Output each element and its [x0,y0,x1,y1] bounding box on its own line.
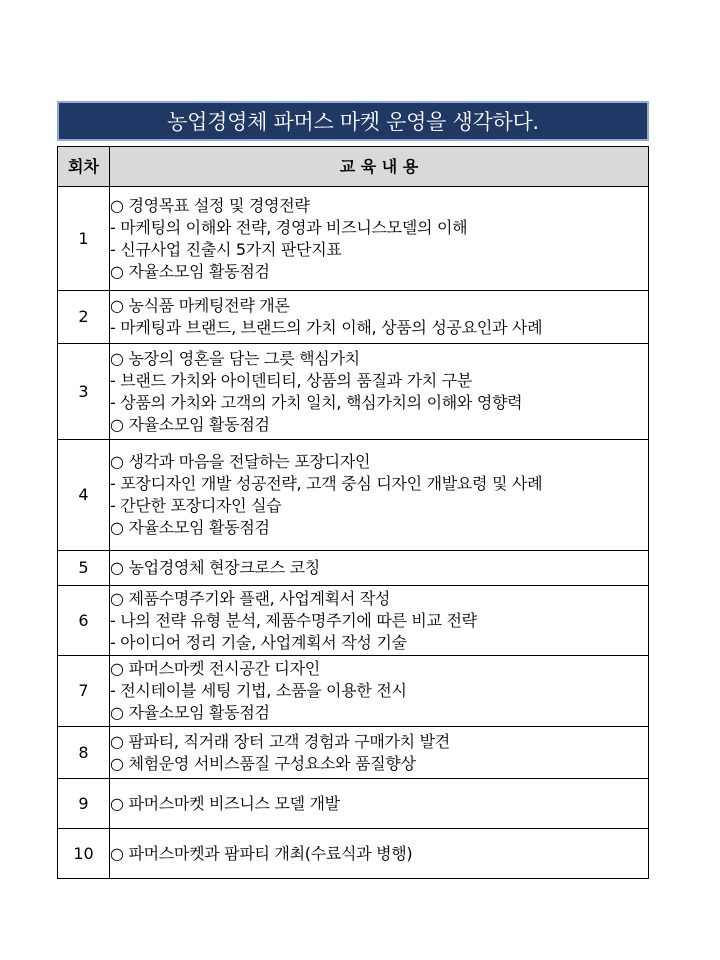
session-content [110,727,649,779]
content-line: ○ 파머스마켓과 팜파티 개최(수료식과 병행) [110,843,413,863]
page-title-bar [57,101,649,141]
session-number: 6 [58,586,110,656]
header-session: 회차 [58,147,110,187]
table-row [58,829,649,879]
content-line: ○ 팜파티, 직거래 장터 고객 경험과 구매가치 발견 [110,731,450,751]
content-line: - 신규사업 진출시 5가지 판단지표 [110,239,342,259]
session-content [110,551,649,586]
table-row [58,344,649,440]
content-line: ○ 생각과 마음을 전달하는 포장디자인 [110,452,371,471]
content-line: ○ 농식품 마케팅전략 개론 [110,296,290,315]
content-line: - 간단한 포장디자인 실습 [110,496,282,515]
content-line: - 나의 전략 유형 분석, 제품수명주기에 따른 비교 전략 [110,610,477,630]
content-line: ○ 제품수명주기와 플랜, 사업계획서 작성 [110,588,391,608]
header-content: 교 육 내 용 [110,147,649,187]
content-line: ○ 체험운영 서비스품질 구성요소와 품질향상 [110,753,416,773]
table-row [58,440,649,551]
session-number: 9 [58,779,110,829]
session-content [110,291,649,344]
session-content [110,656,649,727]
content-line: - 포장디자인 개발 성공전략, 고객 중심 디자인 개발요령 및 사례 [110,474,543,493]
session-number: 2 [58,291,110,344]
table-row [58,291,649,344]
page-title: 농업경영체 파머스 마켓 운영을 생각하다. [167,110,539,134]
content-line: ○ 농업경영체 현장크로스 코칭 [110,558,320,577]
content-line: - 브랜드 가치와 아이덴티티, 상품의 품질과 가치 구분 [110,370,473,390]
session-content [110,344,649,440]
table-body [58,187,649,879]
table-row [58,586,649,656]
table-header-row [58,147,649,187]
session-number: 7 [58,656,110,727]
session-number: 8 [58,727,110,779]
content-line: - 상품의 가치와 고객의 가치 일치, 핵심가치의 이해와 영향력 [110,392,523,412]
session-number: 4 [58,440,110,551]
content-line: ○ 파머스마켓 전시공간 디자인 [110,659,320,678]
session-number: 3 [58,344,110,440]
session-content [110,779,649,829]
content-line: - 마케팅의 이해와 전략, 경영과 비즈니스모델의 이해 [110,217,468,237]
session-number: 1 [58,187,110,291]
table-row [58,187,649,291]
content-line: ○ 자율소모임 활동점검 [110,261,270,281]
session-content [110,829,649,879]
content-line: - 전시테이블 세팅 기법, 소품을 이용한 전시 [110,681,407,700]
content-line: ○ 경영목표 설정 및 경영전략 [110,195,310,215]
session-content [110,187,649,291]
table-row [58,779,649,829]
content-line: ○ 파머스마켓 비즈니스 모델 개발 [110,793,340,813]
content-line: ○ 자율소모임 활동점검 [110,703,270,722]
table-row [58,727,649,779]
content-line: ○ 자율소모임 활동점검 [110,518,270,537]
session-content [110,440,649,551]
session-number: 5 [58,551,110,586]
content-line: ○ 농장의 영혼을 담는 그릇 핵심가치 [110,348,360,368]
table-row [58,656,649,727]
content-line: - 아이디어 정리 기술, 사업계획서 작성 기술 [110,632,407,652]
curriculum-table [57,146,649,879]
table-row [58,551,649,586]
content-line: ○ 자율소모임 활동점검 [110,414,270,434]
session-content [110,586,649,656]
session-number: 10 [58,829,110,879]
content-line: - 마케팅과 브랜드, 브랜드의 가치 이해, 상품의 성공요인과 사례 [110,318,543,337]
